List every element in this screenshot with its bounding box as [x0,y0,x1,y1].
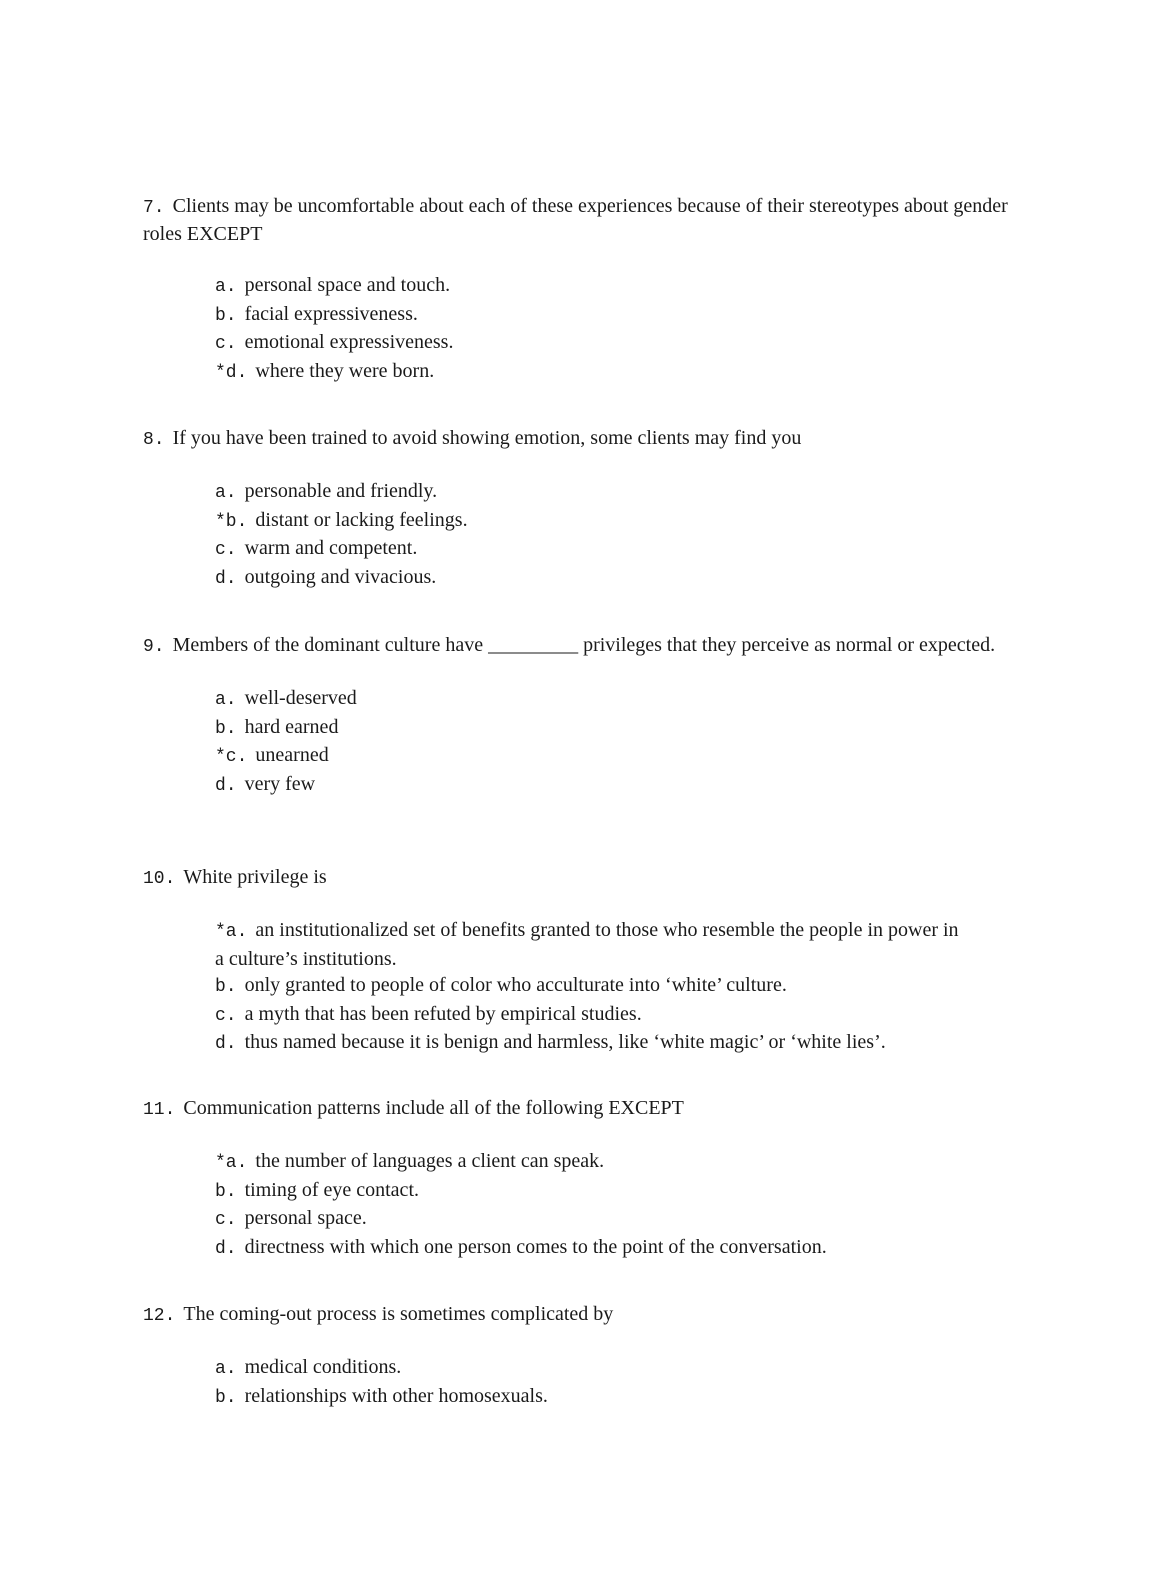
option-text: timing of eye contact. [244,1178,419,1201]
question-number: 9. [143,637,165,657]
option-text: medical conditions. [244,1356,402,1378]
question-stem [143,1095,1013,1123]
question-text: Clients may be uncomfortable about each of these experiences because of their stereotypes about gender roles EXCEPT [143,195,1008,245]
option-text: an institutionalized set of benefits granted to those who resemble the people in power in a culture’s institutions. [215,919,959,970]
question-9 [143,632,1013,799]
option-text: emotional expressiveness. [244,331,454,353]
question-number: 8. [143,430,165,450]
question-12 [143,1301,1013,1411]
option-a [215,685,1015,714]
option-a [215,1354,1015,1383]
question-11 [143,1095,1013,1262]
option-text: the number of languages a client can speak. [255,1150,605,1172]
question-text: Communication patterns include all of the following EXCEPT [183,1097,684,1119]
option-b [215,972,960,1001]
option-text: hard earned [244,715,339,738]
question-stem [143,864,1013,892]
question-number: 7. [143,198,165,218]
option-marker: d. [215,775,237,796]
option-text: very few [244,772,316,795]
option-text: personable and friendly. [244,480,438,502]
option-marker: c. [215,540,237,560]
option-marker: b. [215,1181,237,1202]
option-a [215,272,1015,301]
option-marker: b. [215,718,237,739]
answer-options [215,272,1015,386]
question-stem [143,1301,1013,1329]
option-c [215,535,1015,564]
question-number: 11. [143,1100,176,1120]
option-marker: b. [215,977,237,997]
option-c-correct [215,742,1015,771]
option-text: well-deserved [244,687,357,709]
option-text: personal space. [244,1207,367,1229]
option-marker: a. [215,277,237,297]
option-marker: a. [215,483,237,503]
option-marker: *a. [215,922,248,942]
option-c [215,1001,960,1030]
answer-options [215,1148,1015,1262]
option-marker: c. [215,1210,237,1230]
option-marker: *d. [215,362,248,383]
question-stem [143,632,1013,660]
question-7 [143,193,1013,386]
option-b [215,301,1015,330]
option-marker: c. [215,334,237,354]
answer-options [215,917,960,1058]
option-d [215,771,1015,800]
option-marker: *c. [215,747,248,767]
option-d [215,1234,1015,1263]
option-a [215,478,1015,507]
option-marker: d. [215,1238,237,1259]
question-text: If you have been trained to avoid showing emotion, some clients may find you [172,427,802,449]
option-marker: a. [215,1359,237,1379]
question-stem [143,193,1013,247]
option-text: only granted to people of color who acculturate into ‘white’ culture. [244,974,787,996]
option-text: a myth that has been refuted by empirical studies. [244,1002,642,1025]
option-b [215,1177,1015,1206]
question-text: The coming-out process is sometimes complicated by [183,1303,614,1325]
option-marker: a. [215,690,237,710]
option-c [215,1205,1015,1234]
option-d [215,1029,960,1058]
option-text: directness with which one person comes to the point of the conversation. [244,1235,827,1258]
option-a-correct [215,917,960,972]
answer-options [215,685,1015,799]
option-marker: d. [215,568,237,589]
option-marker: c. [215,1005,237,1026]
answer-options [215,1354,1015,1411]
option-text: distant or lacking feelings. [255,508,468,531]
option-b [215,714,1015,743]
option-text: personal space and touch. [244,274,451,296]
option-a-correct [215,1148,1015,1177]
option-b-correct [215,507,1015,536]
answer-options [215,478,1015,592]
option-c [215,329,1015,358]
question-10 [143,864,1013,1058]
option-text: where they were born. [255,359,435,382]
question-8 [143,425,1013,592]
option-b [215,1383,1015,1412]
option-text: unearned [255,744,329,766]
question-text: White privilege is [183,866,327,888]
option-marker: b. [215,305,237,326]
question-number: 12. [143,1306,176,1326]
option-marker: *b. [215,511,248,532]
question-number: 10. [143,869,176,889]
option-text: facial expressiveness. [244,302,418,325]
option-d [215,564,1015,593]
option-text: warm and competent. [244,537,418,559]
option-marker: b. [215,1387,237,1408]
option-text: thus named because it is benign and harmless, like ‘white magic’ or ‘white lies’. [244,1031,886,1053]
option-marker: d. [215,1034,237,1054]
question-stem [143,425,1013,453]
option-text: relationships with other homosexuals. [244,1384,548,1407]
question-text: Members of the dominant culture have _________ privileges that they perceive as normal or expected. [172,634,996,656]
option-marker: *a. [215,1153,248,1173]
option-text: outgoing and vivacious. [244,565,437,588]
option-d-correct [215,358,1015,387]
